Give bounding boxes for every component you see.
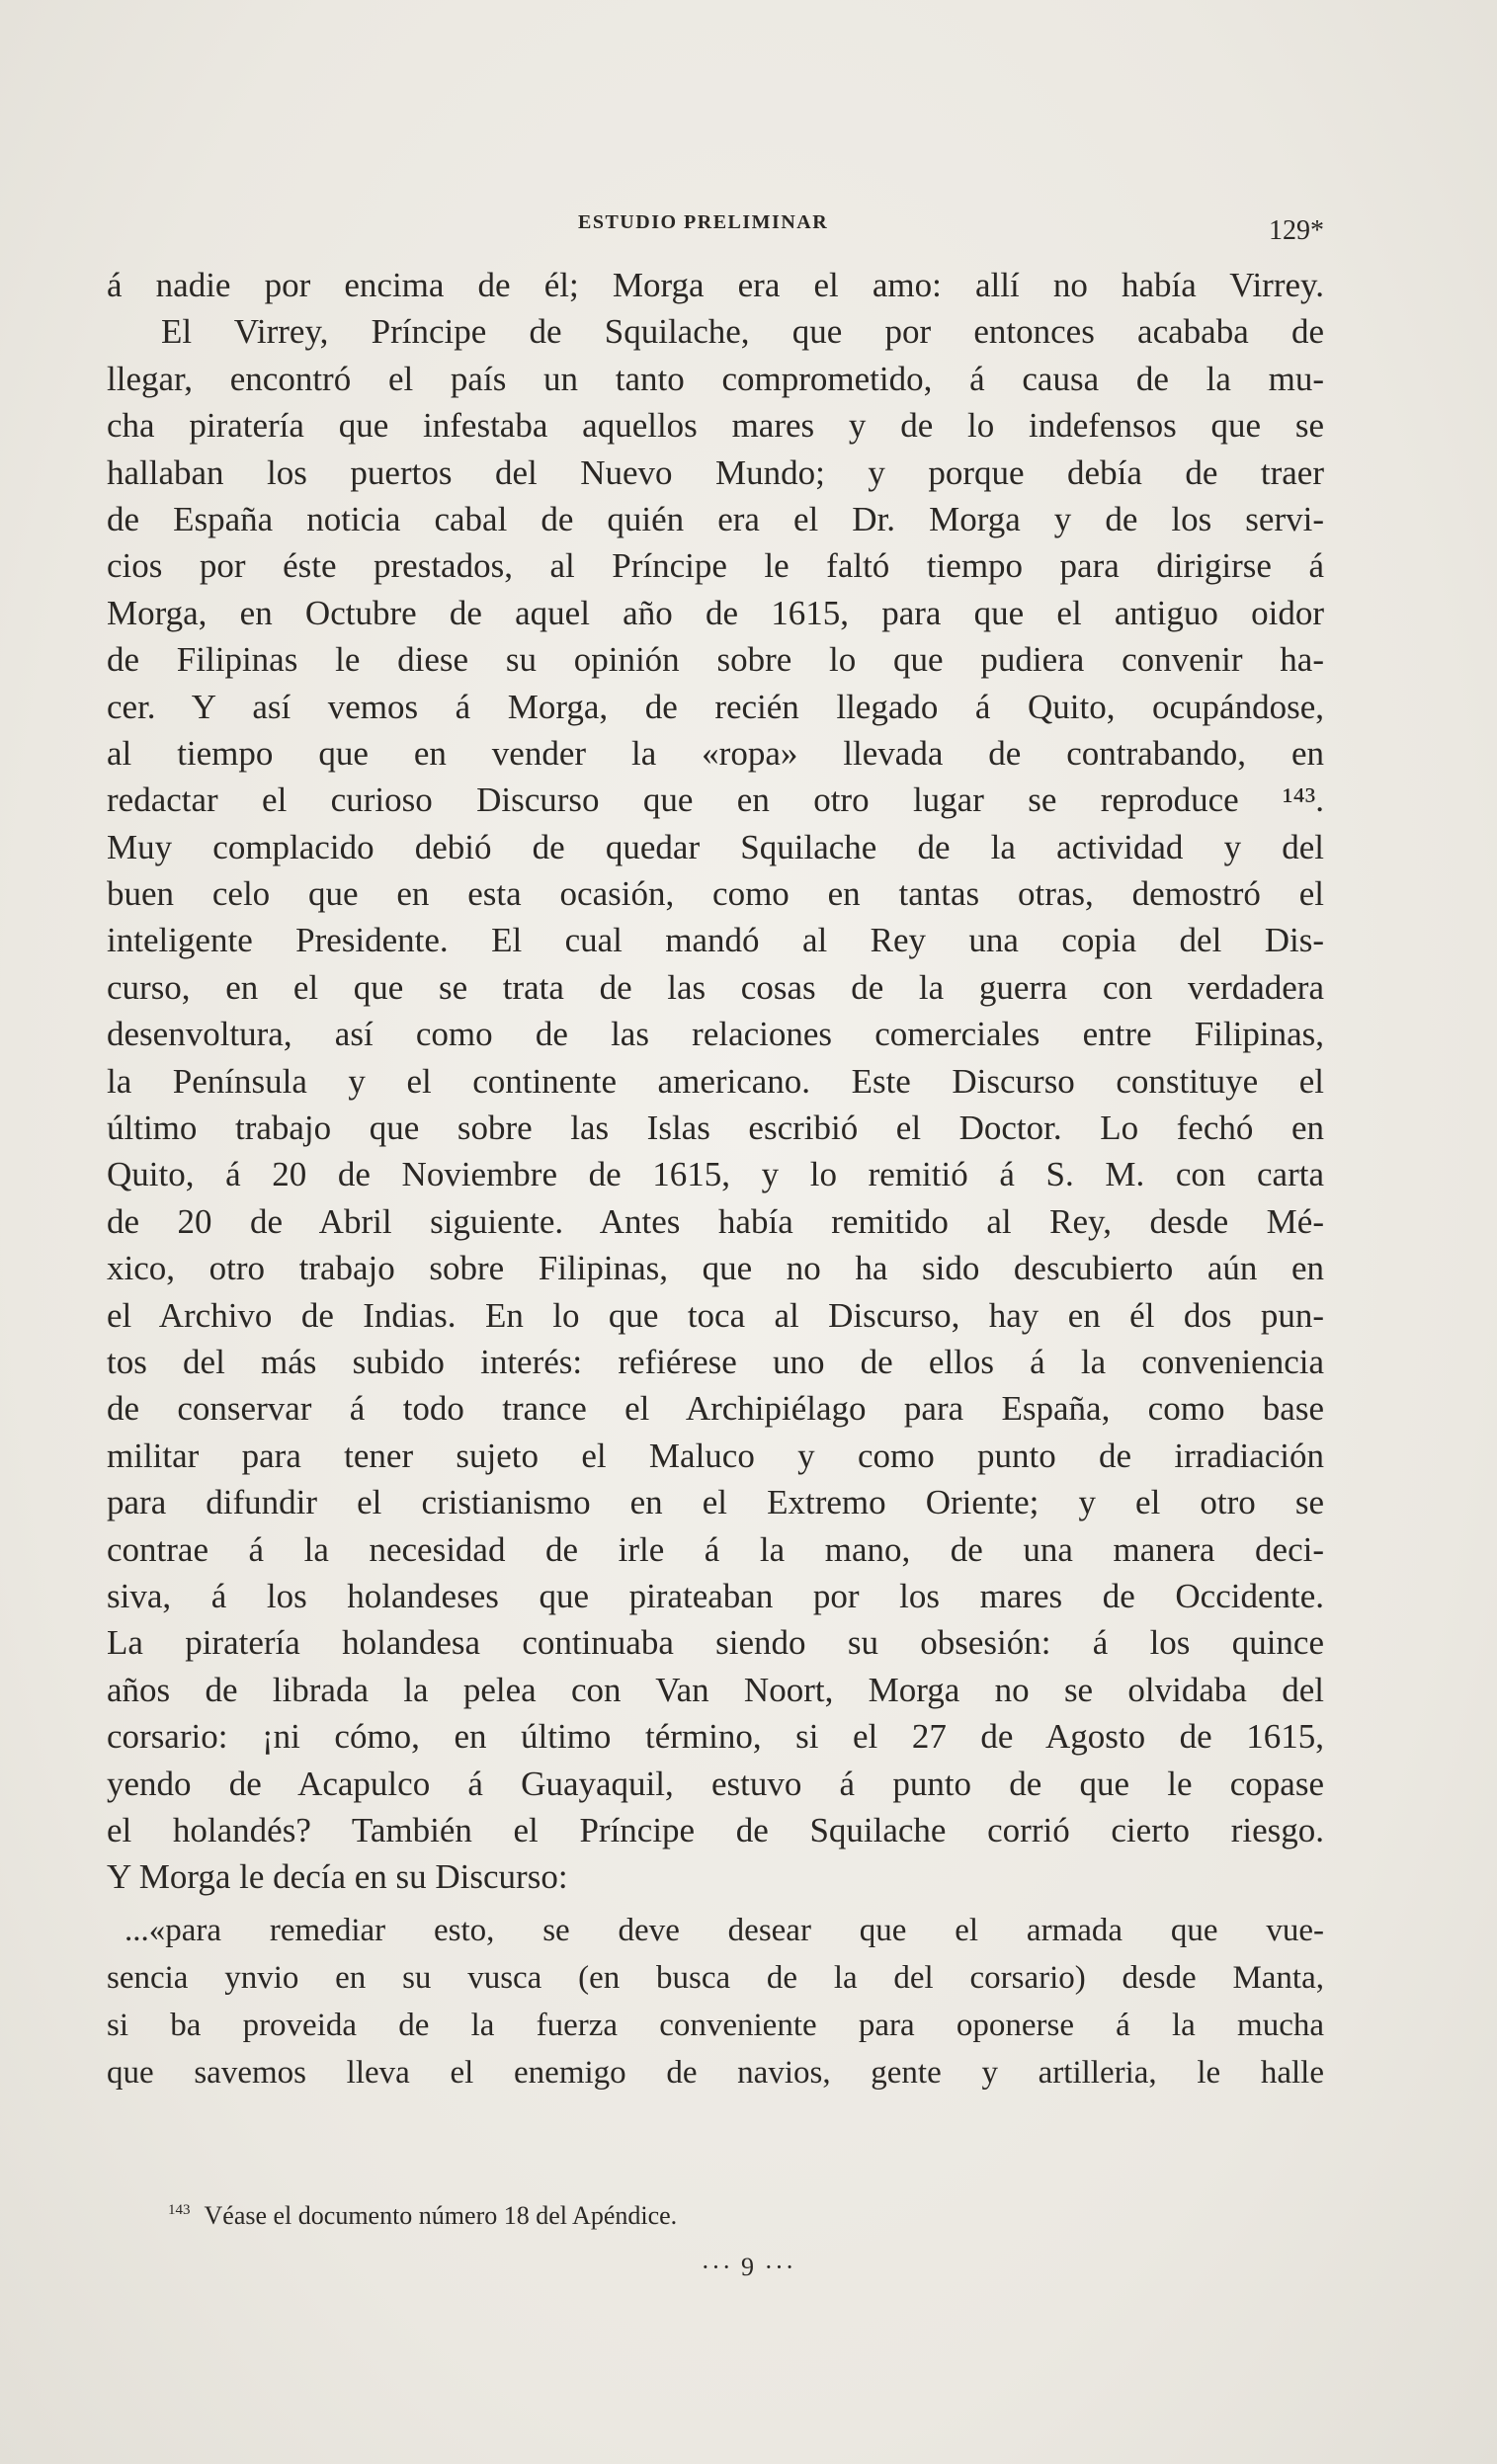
text-line: hallaban los puertos del Nuevo Mundo; y porque debía de traer — [107, 452, 1324, 492]
text-line: de 20 de Abril siguiente. Antes había remitido al Rey, desde Mé- — [107, 1201, 1324, 1241]
text-line: el Archivo de Indias. En lo que toca al Discurso, hay en él dos pun- — [107, 1295, 1324, 1335]
text-line: Y Morga le decía en su Discurso: — [107, 1857, 568, 1897]
quotation-block — [107, 1907, 1324, 2096]
text-line: años de librada la pelea con Van Noort, Morga no se olvidaba del — [107, 1670, 1324, 1709]
text-line: á nadie por encima de él; Morga era el amo: allí no había Virrey. — [107, 266, 1324, 304]
text-line: al tiempo que en vender la «ropa» llevada de contrabando, en — [107, 733, 1324, 773]
text-line: Quito, á 20 de Noviembre de 1615, y lo remitió á S. M. con carta — [107, 1155, 1324, 1194]
page-number: 129* — [1269, 215, 1324, 246]
quote-line: sencia ynvio en su vusca (en busca de la del corsario) desde Manta, — [107, 1959, 1324, 1996]
body-text — [107, 262, 1324, 2096]
text-line: cer. Y así vemos á Morga, de recién llegado á Quito, ocupándose, — [107, 687, 1324, 726]
text-line: militar para tener sujeto el Maluco y como punto de irradiación — [107, 1436, 1324, 1475]
text-line: de Filipinas le diese su opinión sobre lo que pudiera convenir ha- — [107, 640, 1324, 680]
text-line: curso, en el que se trata de las cosas de la guerra con verdadera — [107, 967, 1324, 1007]
text-line: El Virrey, Príncipe de Squilache, que por entonces acababa de — [161, 312, 1324, 352]
text-line: redactar el curioso Discurso que en otro lugar se reproduce ¹⁴³. — [107, 780, 1324, 820]
text-line: para difundir el cristianismo en el Extremo Oriente; y el otro se — [107, 1483, 1324, 1522]
text-line: corsario: ¡ni cómo, en último término, si el 27 de Agosto de 1615, — [107, 1717, 1324, 1757]
text-line: buen celo que en esta ocasión, como en tantas otras, demostró el — [107, 874, 1324, 914]
text-line: Morga, en Octubre de aquel año de 1615, para que el antiguo oidor — [107, 593, 1324, 632]
text-line: la Península y el continente americano. Este Discurso constituye el — [107, 1061, 1324, 1101]
text-line: yendo de Acapulco á Guayaquil, estuvo á punto de que le copase — [107, 1764, 1324, 1803]
text-line: cios por éste prestados, al Príncipe le faltó tiempo para dirigirse á — [107, 546, 1324, 586]
text-line: xico, otro trabajo sobre Filipinas, que no ha sido descubierto aún en — [107, 1249, 1324, 1288]
quote-line: ...«para remediar esto, se deve desear que el armada que vue- — [125, 1912, 1324, 1948]
text-line: tos del más subido interés: refiérese uno de ellos á la conveniencia — [107, 1342, 1324, 1381]
text-line: siva, á los holandeses que pirateaban por los mares de Occidente. — [107, 1576, 1324, 1615]
text-line: La piratería holandesa continuaba siendo su obsesión: á los quince — [107, 1623, 1324, 1663]
text-line: desenvoltura, así como de las relaciones comerciales entre Filipinas, — [107, 1015, 1324, 1054]
signature-mark: ··· 9 ··· — [701, 2253, 796, 2281]
footnote-number: 143 — [168, 2202, 191, 2219]
text-line: inteligente Presidente. El cual mandó al Rey una copia del Dis- — [107, 921, 1324, 960]
quote-line: si ba proveida de la fuerza conveniente para oponerse á la mucha — [107, 2007, 1324, 2043]
text-line: cha piratería que infestaba aquellos mares y de lo indefensos que se — [107, 406, 1324, 446]
quote-line: que savemos lleva el enemigo de navios, gente y artilleria, le halle — [107, 2054, 1324, 2091]
footnote — [168, 2201, 677, 2231]
text-line: de conservar á todo trance el Archipiélago para España, como base — [107, 1389, 1324, 1429]
running-title: ESTUDIO PRELIMINAR — [578, 211, 829, 233]
text-line: último trabajo que sobre las Islas escribió el Doctor. Lo fechó en — [107, 1109, 1324, 1148]
text-line: Muy complacido debió de quedar Squilache de la actividad y del — [107, 827, 1324, 866]
footnote-text: Véase el documento número 18 del Apéndice. — [204, 2201, 678, 2230]
text-line: llegar, encontró el país un tanto comprometido, á causa de la mu- — [107, 359, 1324, 398]
page-header — [109, 207, 1324, 247]
text-line: de España noticia cabal de quién era el Dr. Morga y de los servi- — [107, 499, 1324, 538]
text-line: el holandés? También el Príncipe de Squilache corrió cierto riesgo. — [107, 1810, 1324, 1849]
text-line: contrae á la necesidad de irle á la mano, de una manera deci- — [107, 1529, 1324, 1569]
